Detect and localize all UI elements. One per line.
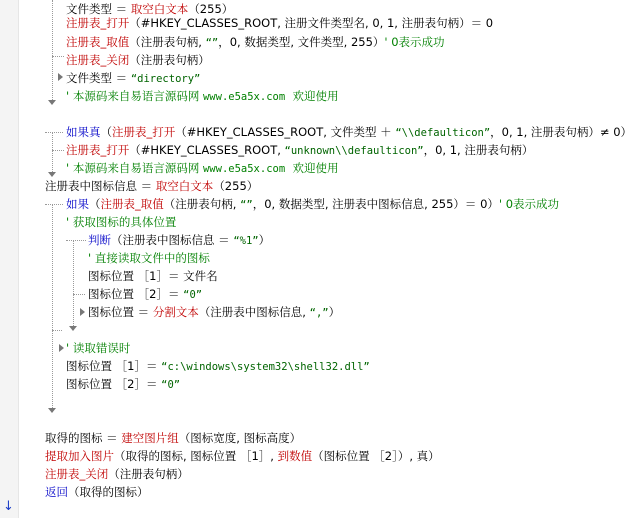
code-comment: 欢迎使用: [285, 161, 339, 175]
flow-branch-icon[interactable]: [59, 344, 64, 352]
code-line[interactable]: [66, 141, 533, 159]
code-text: （图标宽度, 图标高度）: [178, 431, 302, 445]
code-text: 取得的图标 ＝: [45, 431, 122, 445]
code-string: “directory”: [130, 73, 201, 85]
code-line[interactable]: [45, 483, 149, 501]
code-text: 图标位置 ［2］＝: [88, 287, 184, 301]
code-text: （#HKEY_CLASSES_ROOT, 文件类型 ＋: [175, 125, 396, 139]
code-line[interactable]: [88, 249, 210, 267]
code-text: 图标位置 ［1］＝: [66, 359, 162, 373]
code-string: “0”: [183, 289, 203, 301]
code-command: 取空白文本: [155, 179, 214, 193]
flow-guide: [52, 150, 64, 151]
code-text: ，0, 数据类型, 文件类型, 255）: [218, 35, 385, 49]
code-string: “,”: [309, 307, 329, 319]
code-line[interactable]: [66, 87, 338, 105]
code-text: （注册表中图标信息,: [198, 305, 310, 319]
code-text: （#HKEY_CLASSES_ROOT, 注册文件类型名, 0, 1, 注册表句柄）＝ 0: [129, 16, 494, 30]
code-command: 注册表_打开: [66, 143, 130, 157]
code-line[interactable]: [66, 14, 493, 32]
code-text: （注册表句柄,: [129, 35, 206, 49]
code-text: ）: [328, 305, 341, 319]
code-comment: 欢迎使用: [285, 89, 339, 103]
code-line[interactable]: [66, 339, 130, 357]
code-string: “”: [240, 199, 253, 211]
flow-branch-icon[interactable]: [80, 308, 85, 316]
code-line[interactable]: [66, 213, 176, 231]
code-text: 图标位置 ［1］＝ 文件名: [88, 269, 218, 283]
code-text: 文件类型 ＝: [66, 71, 131, 85]
code-text: （取得的图标）: [68, 485, 149, 499]
code-line[interactable]: [66, 51, 210, 69]
down-arrow-icon[interactable]: ↓: [3, 499, 14, 514]
code-text: ，0, 1, 注册表句柄）≠ 0）: [490, 125, 633, 139]
code-comment: ' 0表示成功: [498, 197, 560, 211]
code-command: 注册表_取值: [100, 197, 164, 211]
code-line[interactable]: [66, 33, 445, 51]
flow-branch-icon[interactable]: [58, 73, 63, 81]
flow-guide: [52, 56, 64, 57]
code-text: （: [89, 197, 101, 211]
code-line[interactable]: [66, 123, 632, 141]
code-comment: www.e5a5x.com: [202, 91, 286, 103]
code-text: 图标位置 ＝: [88, 305, 153, 319]
code-command: 注册表_打开: [66, 16, 130, 30]
code-text: （: [100, 125, 112, 139]
code-text: ，0, 数据类型, 注册表中图标信息, 255）＝ 0）: [252, 197, 499, 211]
code-flow-keyword: 如果真: [66, 125, 101, 139]
code-line[interactable]: [88, 303, 340, 321]
code-text: （注册表中图标信息 ＝: [111, 233, 234, 247]
code-string: “c:\windows\system32\shell32.dll”: [161, 361, 370, 373]
flow-guide: [73, 294, 85, 295]
flow-guide: [52, 204, 53, 412]
flow-guide: [66, 240, 86, 241]
code-comment: ' 0表示成功: [384, 35, 445, 49]
editor-gutter: [0, 0, 19, 518]
code-comment: ' 直接读取文件中的图标: [88, 251, 210, 265]
code-command: 建空图片组: [121, 431, 179, 445]
flow-collapse-icon[interactable]: [69, 326, 77, 331]
flow-guide: [52, 0, 53, 100]
code-line[interactable]: [45, 465, 189, 483]
code-comment: ' 获取图标的具体位置: [66, 215, 177, 229]
code-string: “\\defaulticon”: [395, 127, 491, 139]
code-comment: ' 读取错误时: [66, 341, 131, 355]
code-line[interactable]: [45, 429, 301, 447]
code-text: （注册表句柄）: [108, 467, 189, 481]
flow-collapse-icon[interactable]: [48, 408, 56, 413]
code-line[interactable]: [45, 447, 440, 465]
flow-collapse-icon[interactable]: [48, 100, 56, 105]
code-text: （255）: [213, 179, 259, 193]
code-text: （#HKEY_CLASSES_ROOT,: [129, 143, 285, 157]
code-text: （取得的图标, 图标位置 ［1］,: [114, 449, 278, 463]
code-text: 图标位置 ［2］＝: [66, 377, 162, 391]
code-line[interactable]: [66, 195, 559, 213]
code-line[interactable]: [66, 375, 180, 393]
code-command: 注册表_打开: [112, 125, 176, 139]
code-command: 注册表_关闭: [66, 53, 130, 67]
code-line[interactable]: [88, 285, 202, 303]
code-command: 到数值: [277, 449, 313, 463]
code-flow-keyword: 如果: [66, 197, 89, 211]
code-text: （255）: [188, 2, 234, 16]
code-text: （图标位置 ［2］）, 真）: [312, 449, 440, 463]
code-text: 文件类型 ＝: [66, 2, 131, 16]
code-flow-keyword: 判断: [88, 233, 111, 247]
code-command: 提取加入图片: [45, 449, 114, 463]
code-line[interactable]: [66, 69, 200, 87]
code-comment: ' 本源码来自易语言源码网: [66, 89, 203, 103]
flow-guide: [52, 132, 53, 174]
code-string: “%1”: [233, 235, 259, 247]
code-string: “unknown\\defaulticon”: [284, 145, 424, 157]
code-string: “0”: [161, 379, 181, 391]
code-line[interactable]: [66, 357, 370, 375]
code-text: （注册表句柄,: [163, 197, 241, 211]
code-command: 注册表_关闭: [45, 467, 109, 481]
code-line[interactable]: [88, 231, 270, 249]
code-command: 取空白文本: [130, 2, 189, 16]
flow-guide: [52, 330, 62, 331]
code-text: ）: [258, 233, 271, 247]
code-text: ，0, 1, 注册表句柄）: [423, 143, 534, 157]
flow-guide: [45, 132, 63, 133]
code-flow-keyword: 返回: [45, 485, 68, 499]
code-line[interactable]: [88, 267, 218, 285]
code-text: （注册表句柄）: [129, 53, 210, 67]
flow-guide: [45, 204, 63, 205]
code-line[interactable]: [45, 177, 258, 195]
code-comment: www.e5a5x.com: [202, 163, 286, 175]
code-text: 注册表中图标信息 ＝: [45, 179, 156, 193]
code-line[interactable]: [66, 159, 338, 177]
code-command: 分割文本: [152, 305, 199, 319]
code-string: “”: [205, 37, 219, 49]
flow-guide: [73, 240, 74, 328]
code-comment: ' 本源码来自易语言源码网: [66, 161, 203, 175]
code-command: 注册表_取值: [66, 35, 130, 49]
